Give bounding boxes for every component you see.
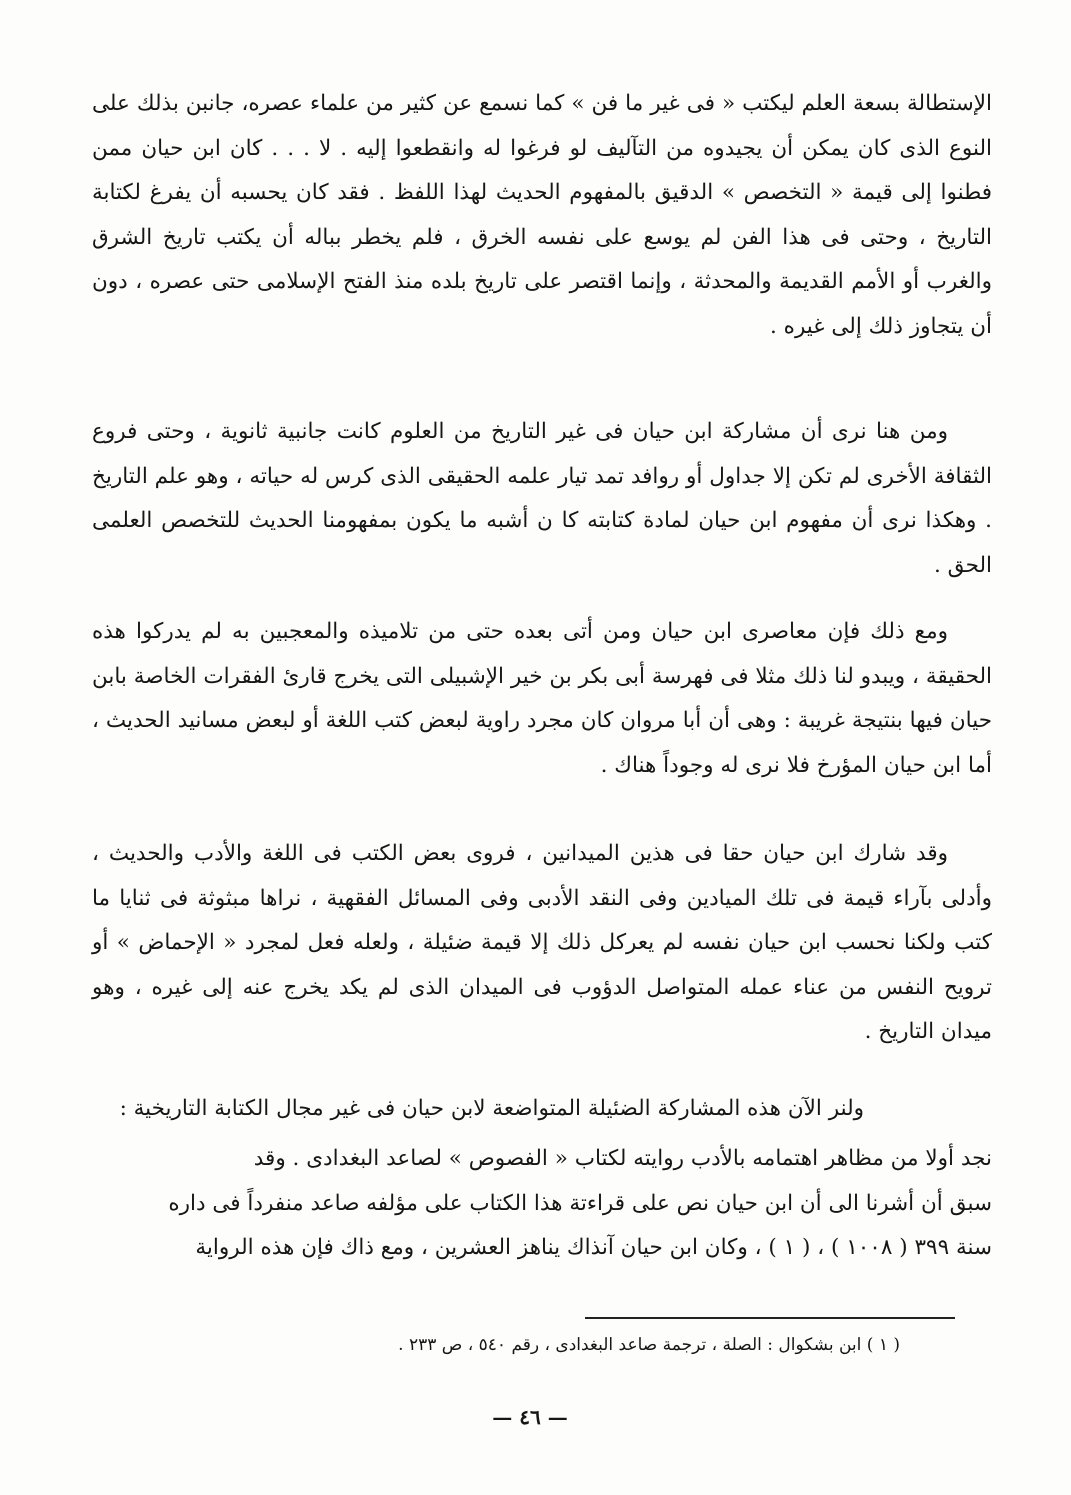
footnote: ( ١ ) ابن بشكوال : الصلة ، ترجمة صاعد البغدادى ، رقم ٥٤٠ ، ص ٢٣٣ . xyxy=(398,1335,900,1355)
paragraph-5: ولنر الآن هذه المشاركة الضئيلة المتواضعة لابن حيان فى غير مجال الكتابة التاريخية : xyxy=(119,1096,864,1121)
footnote-divider xyxy=(585,1317,955,1319)
paragraph-6-line-3: سنة ٣٩٩ ( ١٠٠٨ ) ، ( ١ ) ، وكان ابن حيان آنذاك يناهز العشرين ، ومع ذاك فإن هذه الرواية xyxy=(195,1235,992,1260)
paragraph-2: ومن هنا نرى أن مشاركة ابن حيان فى غير التاريخ من العلوم كانت جانبية ثانوية ، وحتى فروع الثقافة الأخرى لم تكن إلا جداول أو روافد تمد تيار علمه الحقيقى الذى كرس له حياته ، وهو علم التاريخ . وهكذا نرى أن مفهوم ابن حيان لمادة كتابته كا ن أشبه ما يكون بمفهومنا الحديث للتخصص العلمى الحق . xyxy=(92,419,992,578)
paragraph-3: ومع ذلك فإن معاصرى ابن حيان ومن أتى بعده حتى من تلاميذه والمعجبين به لم يدركوا هذه الحقيقة ، ويبدو لنا ذلك مثلا فى فهرسة أبى بكر بن خير الإشبيلى التى يخرج قارئ الفقرات الخاصة بابن حيان فيها بنتيجة غريبة : وهى أن أبا مروان كان مجرد راوية لبعض كتب اللغة أو لبعض مسانيد الحديث ، أما ابن حيان المؤرخ فلا نرى له وجوداً هناك . xyxy=(92,619,992,778)
paragraph-6-line-1: نجد أولا من مظاهر اهتمامه بالأدب روايته لكتاب « الفصوص » لصاعد البغدادى . وقد xyxy=(253,1146,992,1171)
paragraph-1: الإستطالة بسعة العلم ليكتب « فى غير ما فن » كما نسمع عن كثير من علماء عصره، جانبن بذلك على النوع الذى كان يمكن أن يجيدوه من التآليف لو فرغوا له وانقطعوا إليه . لا . . . كان ابن حيان ممن فطنوا إلى قيمة « التخصص » الدقيق بالمفهوم الحديث لهذا اللفظ . فقد كان يحسبه أن يفرغ لكتابة التاريخ ، وحتى فى هذا الفن لم يوسع على نفسه الخرق ، فلم يخطر بباله أن يكتب تاريخ الشرق والغرب أو الأمم القديمة والمحدثة ، وإنما اقتصر على تاريخ بلده منذ الفتح الإسلامى حتى عصره ، دون أن يتجاوز ذلك إلى غيره . xyxy=(92,91,992,339)
paragraph-6-line-2: سبق أن أشرنا الى أن ابن حيان نص على قراءتة هذا الكتاب على مؤلفه صاعد منفرداً فى داره xyxy=(168,1190,992,1216)
paragraph-6 xyxy=(92,1137,992,1271)
paragraph-4: وقد شارك ابن حيان حقا فى هذين الميدانين ، فروى بعض الكتب فى اللغة والأدب والحديث ، وأدلى بآراء قيمة فى تلك الميادين وفى النقد الأدبى وفى المسائل الفقهية ، نراها مبثوثة فى ثنايا ما كتب ولكنا نحسب ابن حيان نفسه لم يعركل ذلك إلا قيمة ضئيلة ، ولعله فعل لمجرد « الإحماض » أو ترويح النفس من عناء عمله المتواصل الدؤوب فى الميدان الذى لم يكد يخرج عنه إلى غيره ، وهو ميدان التاريخ . xyxy=(92,841,992,1044)
page-number: — ٤٦ — xyxy=(492,1405,568,1429)
